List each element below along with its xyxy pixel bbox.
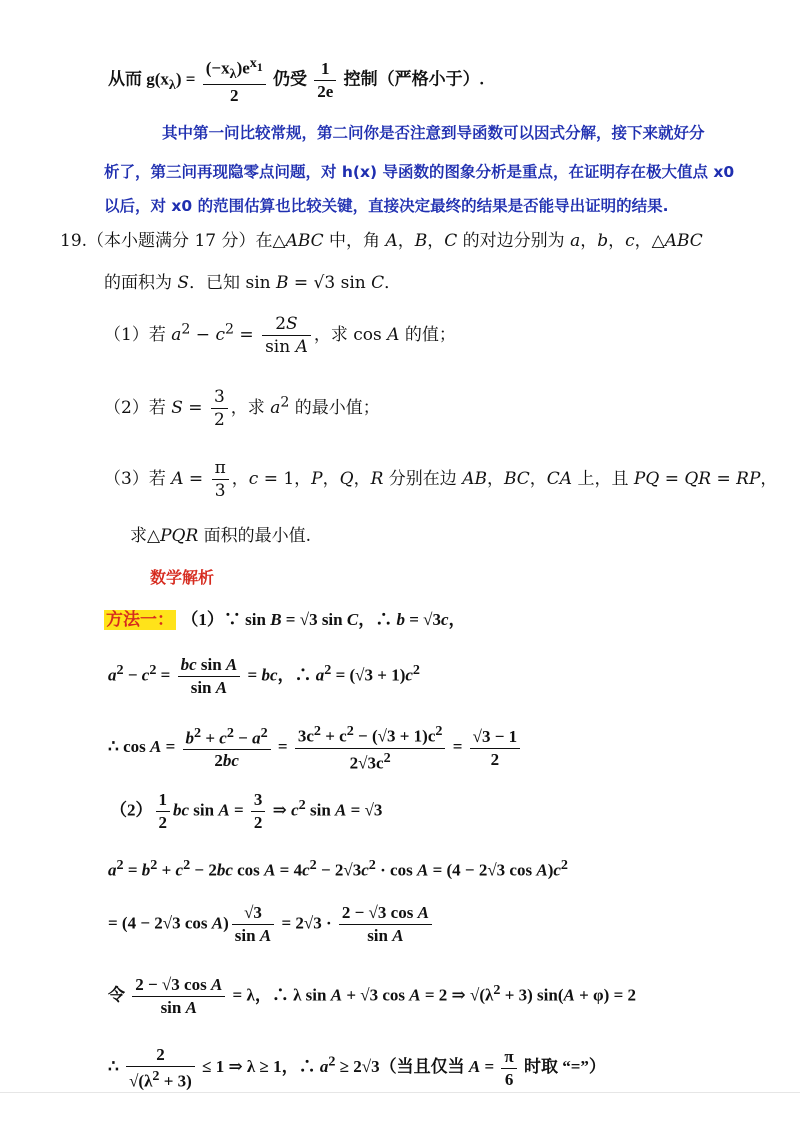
page-bottom-rule (0, 1092, 800, 1093)
section-heading: 数学解析 (150, 568, 215, 587)
commentary-line-2: 析了，第三问再现隐零点问题，对 h(x) 导函数的图象分析是重点，在证明存在极大值点 x0 (104, 163, 735, 181)
method-1-line (104, 605, 466, 630)
method-1-tag: 方法一： (106, 610, 174, 630)
question-19-stem: 19.（本小题满分 17 分）在△ABC 中，角 A，B，C 的对边分别为 a，b，c，△ABC (60, 231, 703, 251)
solution-step-4: $a^2 = b^2 + c^2 - 2bc$ $\cos A = 4c^2 - 2√3c^2 \cdot \cos A = (4 - 2√3$ $\cos A)c^2$ (108, 857, 568, 880)
solution-step-3: （2） $\frac{1}{2}$ bc sin A = $\frac{3}{2}$ ⇒ $c^2$ sin A = √3 (110, 790, 383, 832)
solution-step-1: $a^2 - c^2$ = $\frac{\text{bc sin A}}{\text{sin A}}$ = bc，∴ $a^2 = (√3 + 1)c^2$ (108, 655, 420, 697)
commentary-line-1: 其中第一问比较常规，第二问你是否注意到导函数可以因式分解，接下来就好分 (162, 124, 705, 142)
question-19-stem-cont: 的面积为 S．已知 sin B = √3 sin C． (104, 273, 402, 293)
solution-step-5: = (4 − 2√3 cos A) $\frac{√3}{\text{sin A}}$ = 2√3 · $\frac{\text{2 − √3 cos A}}{\text{sin A}}$ (108, 903, 435, 946)
question-part-2: （2）若 S = $\frac{3}{2}$ ，求 $a^2$ 的最小值； (104, 387, 380, 430)
question-part-3-cont: 求△PQR 面积的最小值. (130, 526, 312, 546)
prev-solution-conclusion: 从而 $g(x_\lambda)$ = $\frac{(-x_\lambda)e^{x_1}}{2}$ 仍受 $\frac{1}{2e}$ 控制（严格小于）. (108, 55, 484, 106)
solution-step-7: ∴ $\frac{2}{√(\lambda^2 + 3)}$ ≤ 1 ⇒ λ ≥ 1，∴ $a^2 \ge 2√3$（当且仅当 A = $\frac{\pi}{6}$ 时取 “=”） (108, 1045, 606, 1091)
question-part-3: （3）若 A = $\frac{\pi}{3}$ ，c = 1，P，Q，R 分别在边 AB，BC，CA 上，且 PQ = QR = RP， (104, 458, 778, 501)
solution-step-6: 令 $\frac{\text{2 − √3 cos A}}{\text{sin A}}$ = λ，∴ λ sin A + √3 cos A = 2 ⇒ $√(\lambda^2 + 3) \sin(A + \varphi) = 2$ (108, 975, 637, 1017)
solution-step-2: ∴ cos A = $\frac{b^2 + c^2 - a^2}{2bc}$ = $\frac{3c^2 + c^2 - (√3 + 1)c^2}{2√3c^2}$ = $\frac{√3 - 1}{2}$ (108, 723, 523, 773)
method-1-text: （1）∵ sin B = √3 sin C，∴ b = √3c， (181, 610, 466, 629)
commentary-line-3: 以后，对 x0 的范围估算也比较关键，直接决定最终的结果是否能导出证明的结果. (104, 197, 669, 215)
question-part-1: （1）若 $a^2 - c^2$ = $\frac{2S}{\text{sin A}}$ ，求 cos A 的值； (104, 314, 456, 357)
